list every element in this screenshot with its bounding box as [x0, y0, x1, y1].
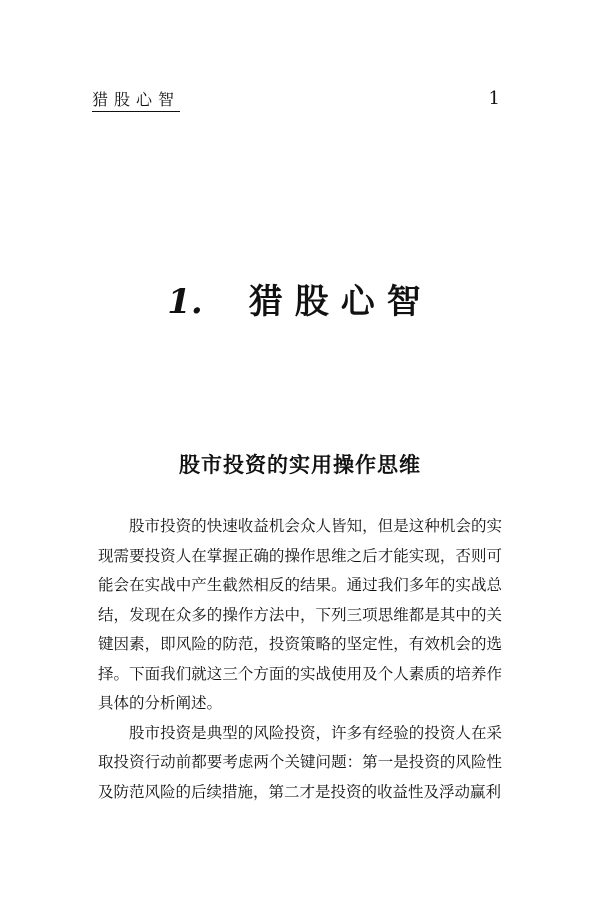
paragraph: 股市投资的快速收益机会众人皆知，但是这种机会的实现需要投资人在掌握正确的操作思维之后才能实现，否则可能会在实战中产生截然相反的结果。通过我们多年的实战总结，发现在众多的操作方法中，下列三项思维都是其中的关键因素，即风险的防范，投资策略的坚定性，有效机会的选择。下面我们就这三个方面的实战使用及个人素质的培养作具体的分析阐述。	[98, 517, 502, 712]
chapter-number: 1.	[167, 282, 203, 322]
paragraph: 股市投资是典型的风险投资，许多有经验的投资人在采取投资行动前都要考虑两个关键问题：第一是投资的风险性及防范风险的后续措施，第二才是投资的收益性及浮动赢利	[98, 723, 502, 801]
chapter-title: 猎股心智	[248, 282, 433, 322]
body-text	[98, 512, 502, 807]
section-heading: 股市投资的实用操作思维	[179, 453, 421, 477]
running-header: 猎股心智	[92, 90, 180, 112]
page-number: 1	[488, 88, 500, 109]
chapter-heading	[0, 280, 600, 324]
